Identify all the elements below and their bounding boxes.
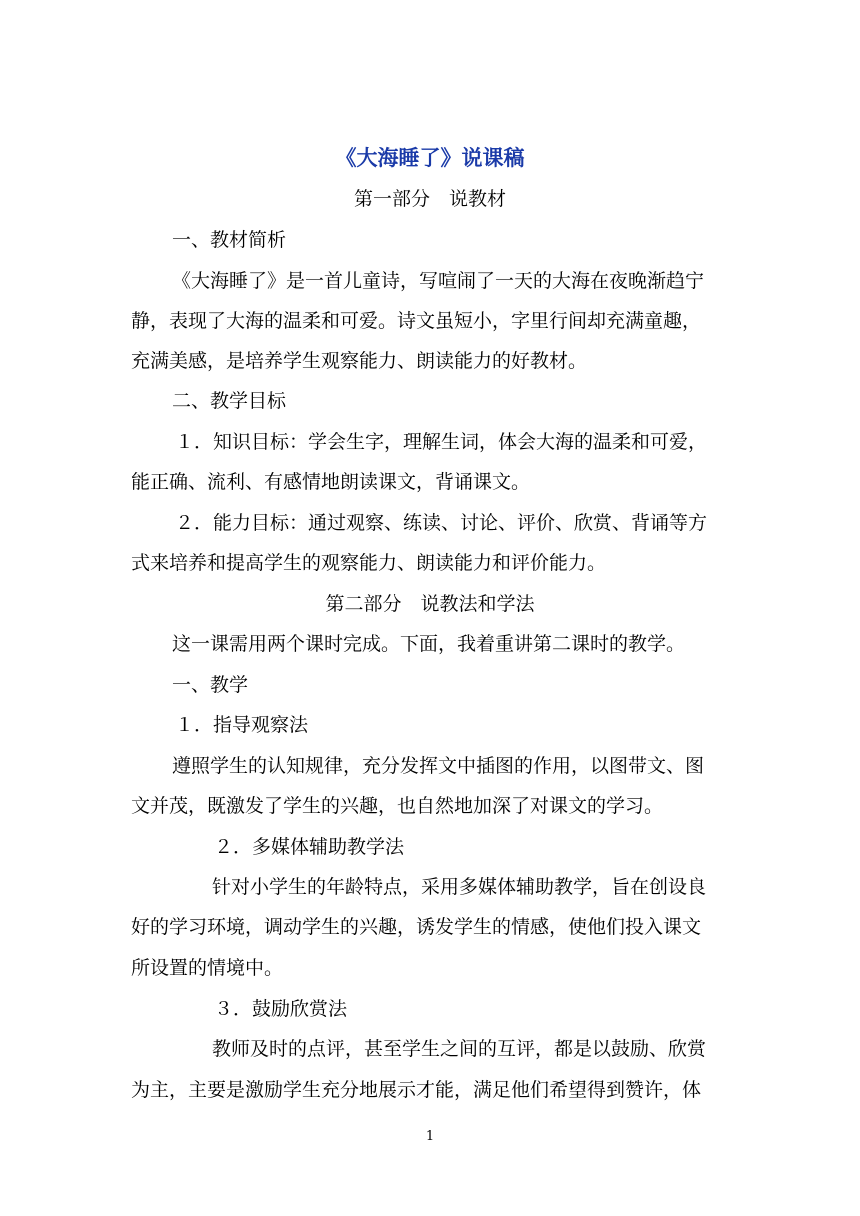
paragraph-line: 为主，主要是激励学生充分地展示才能，满足他们希望得到赞许，体 [131,1079,702,1101]
method3-heading: ３．鼓励欣赏法 [214,998,348,1020]
document-title: 《大海睡了》说课稿 [335,146,525,170]
paragraph-line: ２．能力目标：通过观察、练读、讨论、评价、欣赏、背诵等方 [175,512,708,534]
paragraph-line: 教师及时的点评，甚至学生之间的互评，都是以鼓励、欣赏 [212,1038,707,1060]
part2-heading: 第二部分 说教法和学法 [325,593,535,615]
method2-heading: ２．多媒体辅助教学法 [214,836,405,858]
section1-heading: 一、教材简析 [172,229,287,251]
paragraph-line: 所设置的情境中。 [131,957,284,979]
paragraph-line: 这一课需用两个课时完成。下面，我着重讲第二课时的教学。 [172,633,686,655]
paragraph-line: 静，表现了大海的温柔和可爱。诗文虽短小，字里行间却充满童趣， [131,310,702,332]
paragraph-line: 好的学习环境，调动学生的兴趣，诱发学生的情感，使他们投入课文 [131,916,702,938]
paragraph-line: 式来培养和提高学生的观察能力、朗读能力和评价能力。 [131,552,607,574]
paragraph-line: １．知识目标：学会生字，理解生词，体会大海的温柔和可爱， [175,431,708,453]
paragraph-line: 遵照学生的认知规律，充分发挥文中插图的作用，以图带文、图 [172,755,705,777]
paragraph-line: 针对小学生的年龄特点，采用多媒体辅助教学，旨在创设良 [212,876,707,898]
paragraph-line: 能正确、流利、有感情地朗读课文，背诵课文。 [131,471,531,493]
section2-heading: 二、教学目标 [172,390,287,412]
paragraph-line: 文并茂，既激发了学生的兴趣，也自然地加深了对课文的学习。 [131,795,664,817]
teaching-heading: 一、教学 [172,674,249,696]
paragraph-line: 充满美感，是培养学生观察能力、朗读能力的好教材。 [131,350,588,372]
method1-heading: １．指导观察法 [175,714,309,736]
page-number: 1 [425,1129,435,1144]
part1-heading: 第一部分 说教材 [353,188,506,210]
paragraph-line: 《大海睡了》是一首儿童诗，写喧闹了一天的大海在夜晚渐趋宁 [172,270,705,292]
